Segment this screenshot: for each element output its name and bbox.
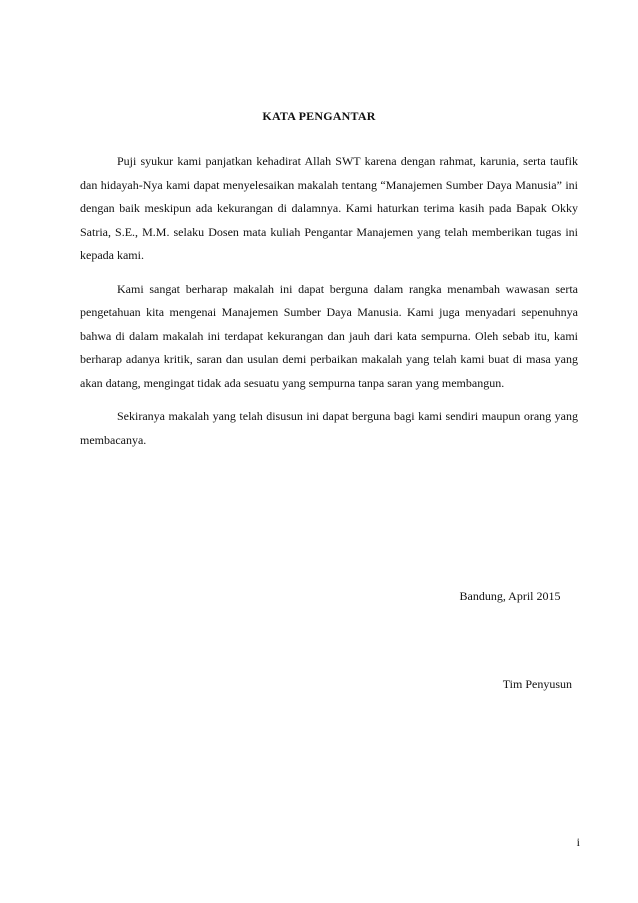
author-signature: Tim Penyusun [502, 677, 572, 691]
page-title: KATA PENGANTAR [262, 109, 376, 123]
place-date: Bandung, April 2015 [459, 589, 561, 603]
paragraph-3: Sekiranya makalah yang telah disusun ini dapat berguna bagi kami sendiri maupun orang yang membacanya. [80, 409, 578, 447]
paragraph-2: Kami sangat berharap makalah ini dapat berguna dalam rangka menambah wawasan serta pengetahuan kita mengenai Manajemen Sumber Daya Manusia. Kami juga menyadari sepenuhnya bahwa di dalam makalah ini terdapat kekurangan dan jauh dari kata sempurna. Oleh sebab itu, kami berharap adanya kritik, saran dan usulan demi perbaikan makalah yang telah kami buat di masa yang akan datang, mengingat tidak ada sesuatu yang sempurna tanpa saran yang membangun. [80, 281, 578, 390]
body-text [80, 150, 578, 462]
paragraph-1: Puji syukur kami panjatkan kehadirat Allah SWT karena dengan rahmat, karunia, serta taufik dan hidayah-Nya kami dapat menyelesaikan makalah tentang “Manajemen Sumber Daya Manusia” ini dengan baik meskipun ada kekurangan di dalamnya. Kami haturkan terima kasih pada Bapak Okky Satria, S.E., M.M. selaku Dosen mata kuliah Pengantar Manajemen yang telah memberikan tugas ini kepada kami. [80, 154, 578, 262]
page-number: i [576, 835, 580, 849]
